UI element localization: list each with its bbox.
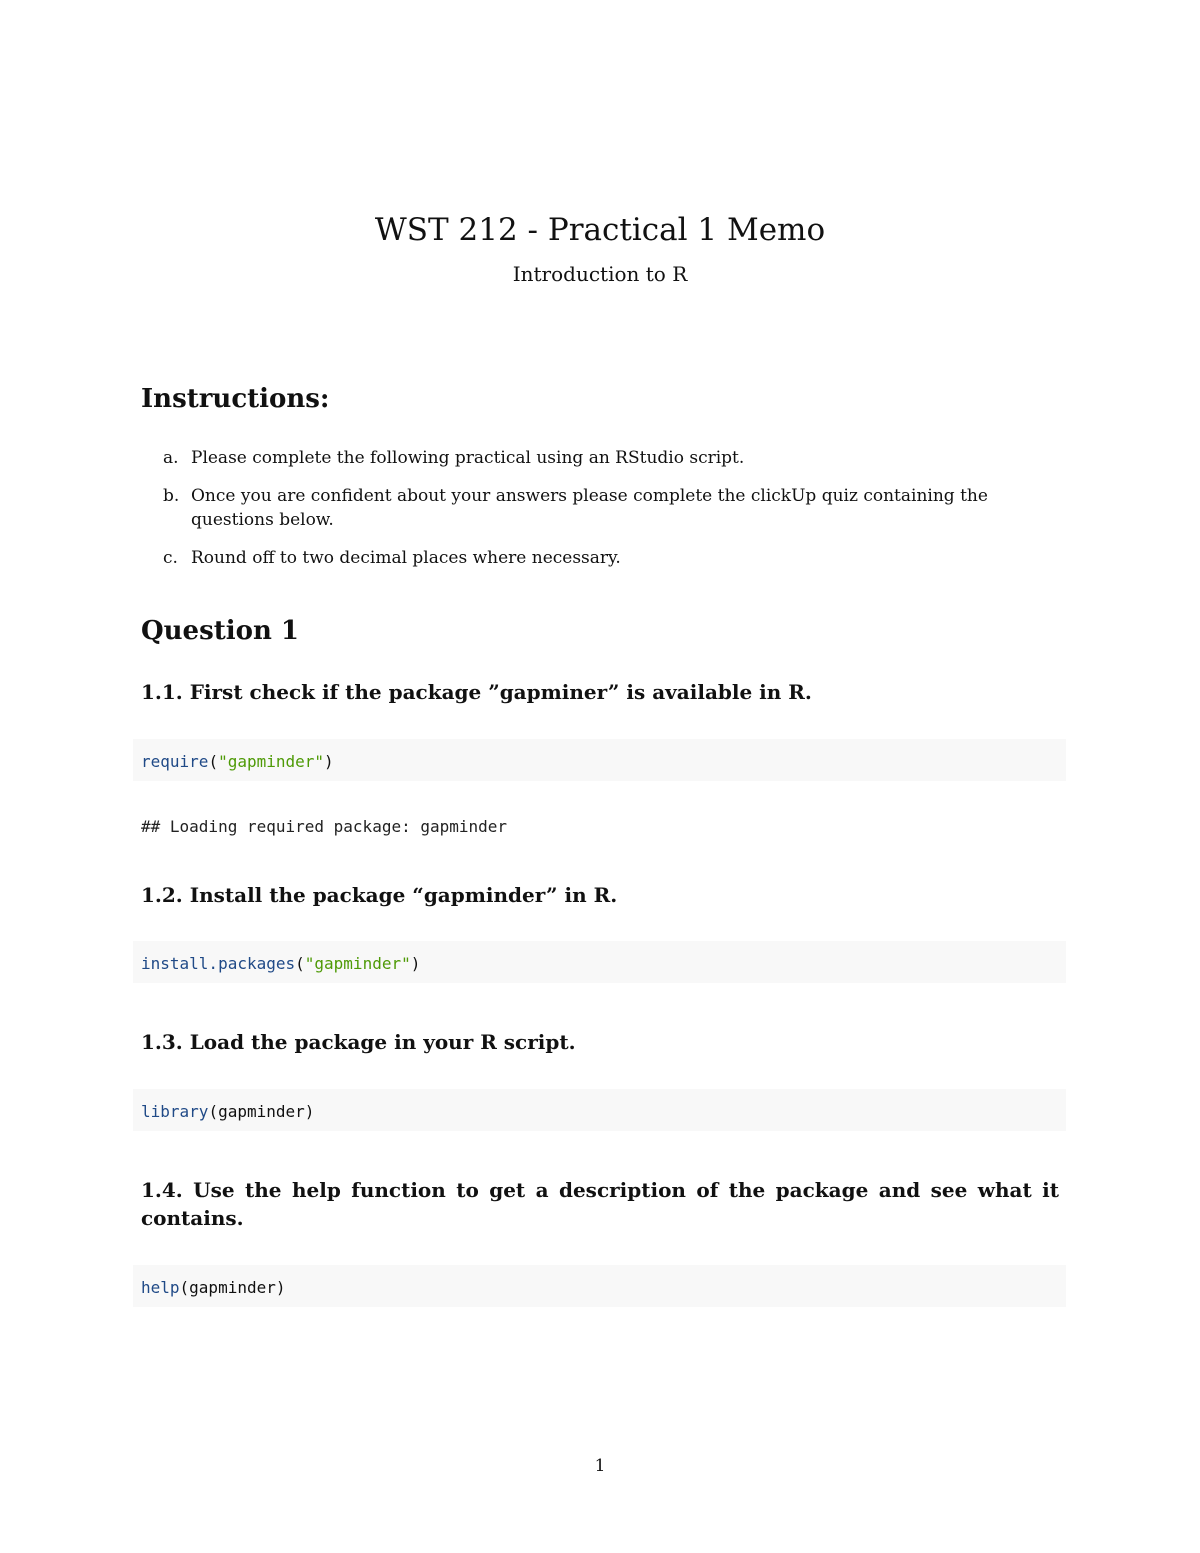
code-function: install.packages bbox=[141, 954, 296, 973]
question-1-1-heading: 1.1. First check if the package ”gapminer” is available in R. bbox=[141, 680, 812, 704]
question-1-3-heading: 1.3. Load the package in your R script. bbox=[141, 1030, 576, 1054]
list-marker: c. bbox=[163, 548, 178, 568]
code-line bbox=[141, 1278, 286, 1297]
list-item-text: Please complete the following practical using an RStudio script. bbox=[191, 448, 745, 468]
code-args: (gapminder) bbox=[179, 1278, 286, 1297]
code-function: help bbox=[141, 1278, 180, 1297]
code-paren-open: ( bbox=[295, 954, 305, 973]
code-block bbox=[133, 739, 1066, 781]
code-paren-close: ) bbox=[324, 752, 334, 771]
document-subtitle: Introduction to R bbox=[512, 262, 688, 286]
code-output: ## Loading required package: gapminder bbox=[141, 817, 508, 836]
list-item bbox=[141, 484, 1061, 532]
question-1-4-heading: 1.4. Use the help function to get a description of the package and see what it contains. bbox=[141, 1178, 1059, 1230]
code-function: library bbox=[141, 1102, 209, 1121]
code-paren-open: ( bbox=[208, 752, 219, 771]
code-string: "gapminder" bbox=[304, 954, 411, 973]
code-line bbox=[141, 954, 420, 973]
list-item bbox=[141, 546, 1061, 570]
code-function: require bbox=[141, 752, 209, 771]
list-item-text: Round off to two decimal places where necessary. bbox=[191, 548, 621, 568]
list-item bbox=[141, 446, 1061, 470]
question-1-2-heading: 1.2. Install the package “gapminder” in R. bbox=[141, 883, 618, 907]
code-block bbox=[133, 941, 1066, 983]
list-marker: a. bbox=[163, 448, 179, 468]
list-item-text: Once you are confident about your answers please complete the clickUp quiz containing the questions below. bbox=[191, 486, 988, 530]
instructions-heading: Instructions: bbox=[141, 384, 330, 414]
instructions-list bbox=[141, 446, 1061, 570]
question-1-heading: Question 1 bbox=[141, 616, 300, 646]
code-line bbox=[141, 1102, 314, 1121]
code-block bbox=[133, 1265, 1066, 1307]
document-title: WST 212 - Practical 1 Memo bbox=[374, 212, 826, 248]
code-block bbox=[133, 1089, 1066, 1131]
list-marker: b. bbox=[163, 486, 180, 506]
code-string: "gapminder" bbox=[218, 752, 325, 771]
code-paren-close: ) bbox=[410, 954, 421, 973]
page-number: 1 bbox=[594, 1456, 606, 1476]
code-args: (gapminder) bbox=[208, 1102, 315, 1121]
code-line bbox=[141, 752, 334, 771]
